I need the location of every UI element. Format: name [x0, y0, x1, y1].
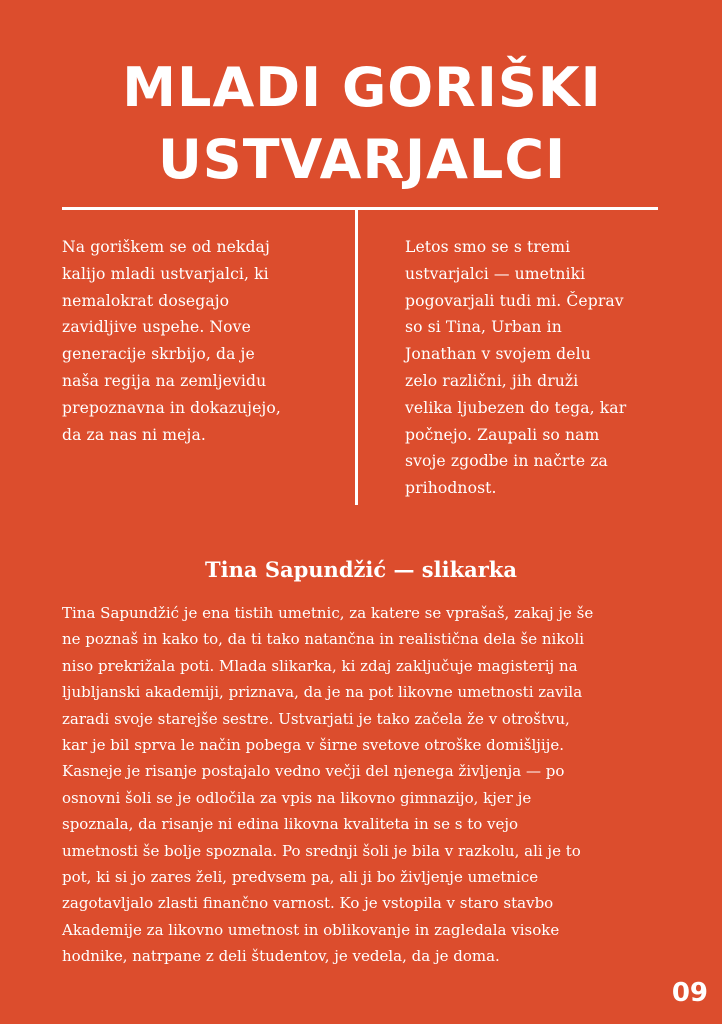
text-line: ne poznaš in kako to, da ti tako natančna in realistična dela še nikoli — [62, 630, 585, 649]
text-line: zavidljive uspehe. Nove — [62, 318, 251, 337]
intro-right-column — [405, 234, 670, 502]
text-line: Na goriškem se od nekdaj — [62, 238, 270, 256]
text-line: generacije skrbijo, da je — [62, 345, 255, 364]
text-line: prihodnost. — [405, 479, 497, 498]
text-line: hodnike, natrpane z deli študentov, je vedela, da je doma. — [62, 947, 500, 966]
text-line: so si Tina, Urban in — [405, 318, 562, 337]
text-line: ljubljanski akademiji, priznava, da je na pot likovne umetnosti zavila — [62, 683, 583, 702]
text-line: zelo različni, jih druži — [405, 371, 579, 390]
text-line: pot, ki si jo zares želi, predvsem pa, ali ji bo življenje umetnice — [62, 868, 539, 887]
vertical-divider — [355, 207, 358, 505]
horizontal-divider — [62, 207, 658, 210]
text-line: kar je bil sprva le način pobega v širne svetove otroške domišljije. — [62, 736, 565, 755]
text-line: zaradi svoje starejše sestre. Ustvarjati je tako začela že v otroštvu, — [62, 709, 570, 728]
title-line: MLADI GORIŠKI — [122, 56, 602, 119]
text-line: naša regija na zemljevidu — [62, 371, 267, 390]
section-heading: Tina Sapundžić — slikarka — [205, 557, 517, 582]
title-line: USTVARJALCI — [157, 128, 567, 191]
text-line: zagotavljalo zlasti finančno varnost. Ko je vstopila v staro stavbo — [62, 894, 554, 913]
text-line: umetnosti še bolje spoznala. Po srednji šoli je bila v razkolu, ali je to — [62, 841, 581, 860]
text-line: Kasneje je risanje postajalo vedno večji del njenega življenja — po — [62, 762, 565, 781]
text-line: da za nas ni meja. — [62, 425, 206, 444]
text-line: nemalokrat dosegajo — [62, 291, 230, 310]
text-line: Jonathan v svojem delu — [405, 345, 591, 364]
text-line: Letos smo se s tremi — [405, 238, 571, 256]
page-title — [62, 52, 662, 196]
text-line: niso prekrižala poti. Mlada slikarka, ki zdaj zaključuje magisterij na — [62, 656, 578, 675]
text-line: počnejo. Zaupali so nam — [405, 425, 600, 444]
page-number: 09 — [671, 978, 708, 1008]
text-line: kalijo mladi ustvarjalci, ki — [62, 264, 269, 283]
article-body — [62, 600, 662, 970]
text-line: velika ljubezen do tega, kar — [405, 398, 627, 417]
text-line: osnovni šoli se je odločila za vpis na likovno gimnazijo, kjer je — [62, 788, 532, 807]
text-line: svoje zgodbe in načrte za — [405, 452, 608, 471]
text-line: Akademije za likovno umetnost in oblikovanje in zagledala visoke — [62, 920, 560, 939]
text-line: Tina Sapundžić je ena tistih umetnic, za katere se vprašaš, zakaj je še — [62, 604, 594, 622]
text-line: spoznala, da risanje ni edina likovna kvaliteta in se s to vejo — [62, 815, 519, 834]
intro-left-column — [62, 234, 327, 448]
text-line: pogovarjali tudi mi. Čeprav — [405, 291, 624, 310]
text-line: prepoznavna in dokazujejo, — [62, 398, 281, 417]
text-line: ustvarjalci — umetniki — [405, 264, 586, 283]
